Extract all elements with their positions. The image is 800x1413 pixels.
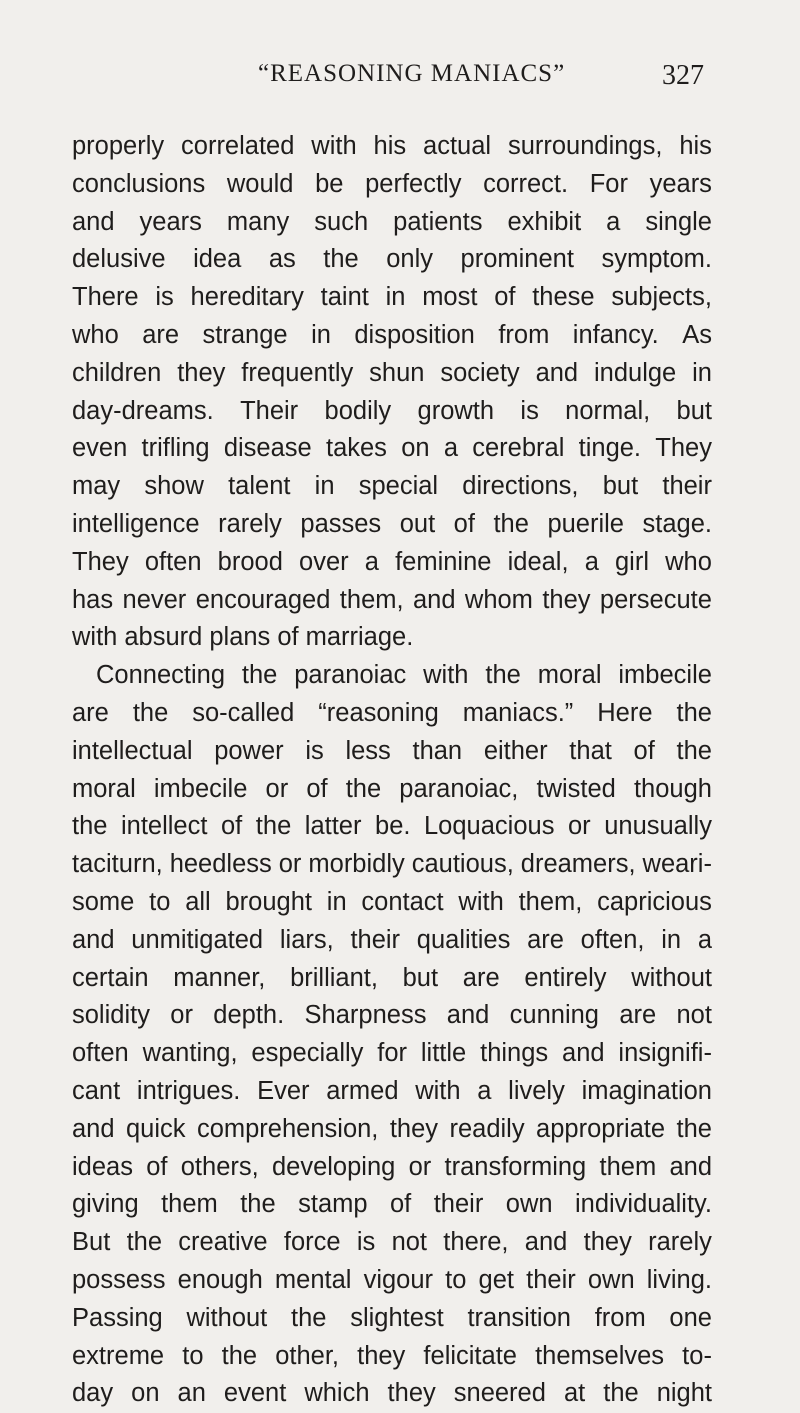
text-line: delusive idea as the only prominent symptom. (72, 245, 712, 274)
text-line: day-dreams. Their bodily growth is normal, but (72, 396, 712, 425)
text-line: possess enough mental vigour to get their own living. (72, 1265, 712, 1294)
running-head: “REASONING MANIACS” (258, 60, 566, 87)
text-line: often wanting, especially for little things and insignifi- (72, 1039, 712, 1068)
text-line: conclusions would be perfectly correct. For years (72, 169, 712, 198)
page-number: 327 (662, 60, 704, 91)
text-line: solidity or depth. Sharpness and cunning are not (72, 1001, 712, 1030)
text-line: who are strange in disposition from infancy. As (72, 320, 712, 349)
text-line: children they frequently shun society and indulge in (72, 358, 712, 387)
text-line: may show talent in special directions, but their (72, 472, 712, 501)
text-line: intelligence rarely passes out of the puerile stage. (72, 509, 712, 538)
page-header (0, 60, 800, 100)
text-line: They often brood over a feminine ideal, a girl who (72, 547, 712, 576)
text-line: even trifling disease takes on a cerebral tinge. They (72, 434, 712, 463)
text-line: certain manner, brilliant, but are entirely without (72, 963, 712, 992)
text-line: the intellect of the latter be. Loquacious or unusually (72, 812, 712, 841)
text-line: moral imbecile or of the paranoiac, twisted though (72, 774, 712, 803)
text-line: cant intrigues. Ever armed with a lively imagination (72, 1076, 712, 1105)
text-line: There is hereditary taint in most of these subjects, (72, 283, 712, 312)
text-line: some to all brought in contact with them, capricious (72, 887, 712, 916)
text-line: extreme to the other, they felicitate themselves to- (72, 1341, 712, 1370)
text-line: But the creative force is not there, and they rarely (72, 1228, 712, 1257)
text-line: properly correlated with his actual surroundings, his (72, 132, 712, 160)
text-line: day on an event which they sneered at the night (72, 1379, 712, 1408)
text-line: intellectual power is less than either that of the (72, 736, 712, 765)
text-line: and quick comprehension, they readily appropriate the (72, 1114, 712, 1143)
text-line: Passing without the slightest transition from one (72, 1303, 712, 1332)
text-line: taciturn, heedless or morbidly cautious, dreamers, weari- (72, 850, 712, 879)
text-line: has never encouraged them, and whom they persecute (72, 585, 712, 614)
body-text (72, 128, 712, 1413)
text-line: Connecting the paranoiac with the moral imbecile (96, 661, 712, 690)
text-line: with absurd plans of marriage. (72, 623, 414, 652)
text-line: are the so-called “reasoning maniacs.” Here the (72, 698, 712, 727)
text-line: ideas of others, developing or transforming them and (72, 1152, 712, 1181)
text-line: and years many such patients exhibit a single (72, 207, 712, 236)
text-line: giving them the stamp of their own individuality. (72, 1190, 712, 1219)
text-line: and unmitigated liars, their qualities are often, in a (72, 925, 712, 954)
